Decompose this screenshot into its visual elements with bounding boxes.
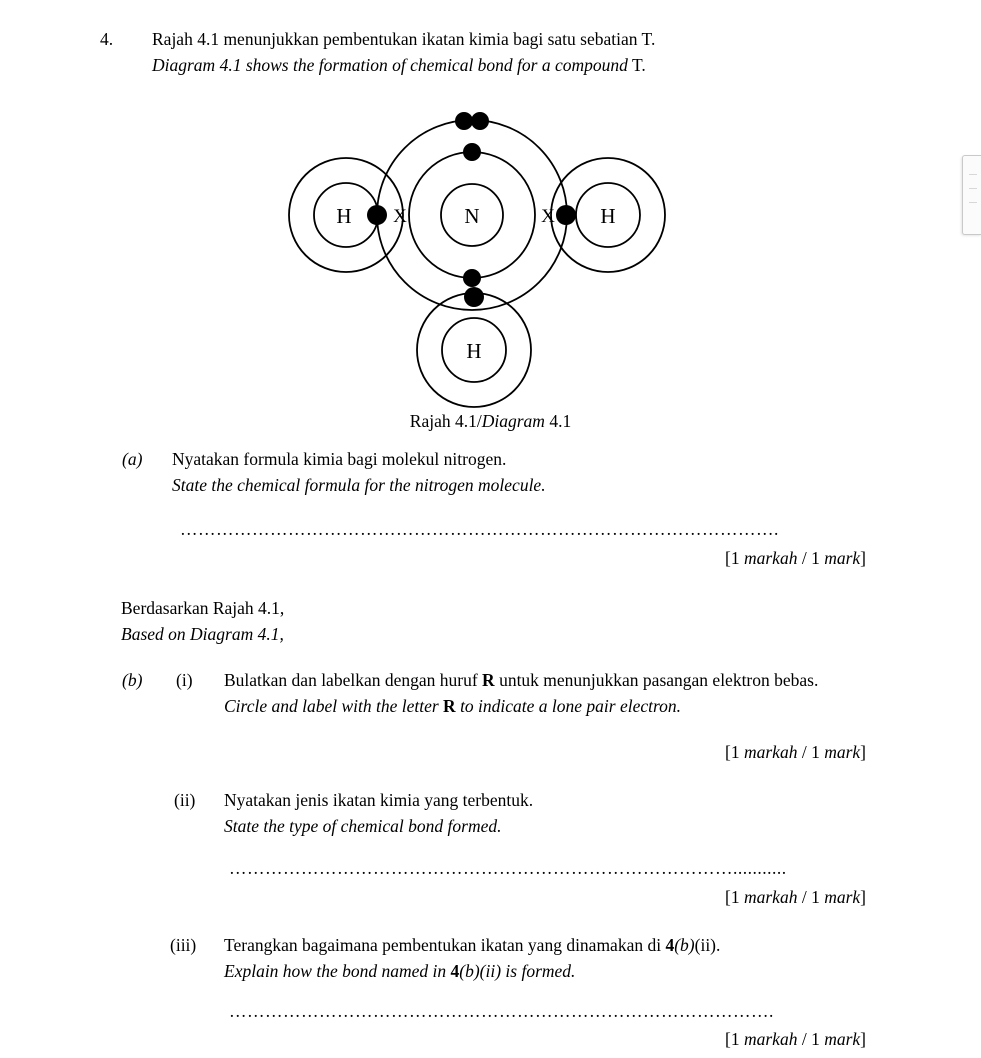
marks-prefix: [1 bbox=[725, 887, 744, 907]
marks-mark: mark bbox=[824, 887, 861, 907]
edge-widget-tick bbox=[969, 202, 977, 203]
question-stem-english-italic: Diagram 4.1 shows the formation of chemical bond for a compound bbox=[152, 55, 628, 75]
diagram-caption-number: 4.1 bbox=[544, 411, 572, 431]
part-b-i-english-post: to indicate a lone pair electron. bbox=[455, 696, 682, 716]
part-a-answer-line[interactable]: ………………………………………………………………………………………. bbox=[180, 519, 779, 539]
cross-label-left: X bbox=[393, 206, 407, 227]
part-a-malay: Nyatakan formula kimia bagi molekul nitrogen. bbox=[172, 449, 507, 469]
part-b-ii-answer-line[interactable]: …………………………………………………………………………........... bbox=[229, 858, 787, 878]
part-b-iii-label: (iii) bbox=[170, 935, 197, 955]
part-b-ii-malay: Nyatakan jenis ikatan kimia yang terbentuk. bbox=[224, 790, 534, 810]
part-b-ii-label: (ii) bbox=[174, 790, 196, 810]
part-b-i-english-bold: R bbox=[443, 696, 456, 716]
part-b-iii-english-ref-tail: (ii) is formed. bbox=[479, 961, 576, 981]
part-b-ii-marks bbox=[400, 884, 866, 910]
marks-prefix: [1 bbox=[725, 548, 744, 568]
part-b-iii-marks bbox=[400, 1026, 866, 1052]
question-stem-malay: Rajah 4.1 menunjukkan pembentukan ikatan kimia bagi satu sebatian T. bbox=[152, 29, 656, 49]
part-b-label-text: (b) bbox=[122, 670, 143, 690]
part-b-iii-malay-ref-bold: 4 bbox=[665, 935, 675, 955]
question-stem bbox=[152, 26, 892, 78]
part-b-i-body bbox=[224, 667, 842, 719]
part-b-i-malay-bold: R bbox=[482, 670, 495, 690]
question-stem-english bbox=[152, 52, 892, 78]
marks-mark: mark bbox=[824, 548, 861, 568]
scroll-edge-widget[interactable] bbox=[962, 155, 981, 235]
part-b-i-label: (i) bbox=[176, 670, 193, 690]
question-stem-english-tail: T. bbox=[627, 55, 646, 75]
marks-suffix: ] bbox=[860, 887, 866, 907]
lone-pair-dot-right bbox=[471, 112, 489, 130]
marks-prefix: [1 bbox=[725, 742, 744, 762]
part-a-label bbox=[122, 446, 142, 472]
diagram-caption-malay: Rajah 4.1/ bbox=[409, 411, 482, 431]
atom-label-n: N bbox=[464, 204, 480, 228]
part-b-i-english-pre: Circle and label with the letter bbox=[224, 696, 444, 716]
marks-suffix: ] bbox=[860, 742, 866, 762]
part-b-i-malay-pre: Bulatkan dan labelkan dengan huruf bbox=[224, 670, 483, 690]
part-b-i-malay-post: untuk menunjukkan pasangan elektron bebas. bbox=[494, 670, 819, 690]
part-b-ii-english: State the type of chemical bond formed. bbox=[224, 816, 502, 836]
part-b-iii-english bbox=[224, 958, 884, 984]
cross-label-right: X bbox=[541, 206, 555, 227]
part-b-iii-malay-pre: Terangkan bagaimana pembentukan ikatan yang dinamakan di bbox=[224, 935, 666, 955]
marks-markah: markah bbox=[743, 1029, 798, 1049]
part-b-iii-malay-ref-tail: (ii). bbox=[694, 935, 721, 955]
part-b-ii-body bbox=[224, 787, 864, 839]
part-b-iii-malay-ref-italic: (b) bbox=[674, 935, 695, 955]
atom-label-h-bottom: H bbox=[466, 339, 482, 363]
part-b-i-malay bbox=[224, 667, 842, 693]
marks-suffix: ] bbox=[860, 548, 866, 568]
n-shell-dot-bottom bbox=[463, 269, 481, 287]
marks-markah: markah bbox=[743, 742, 798, 762]
part-b-iii-english-ref-bold: 4 bbox=[450, 961, 460, 981]
marks-separator: / 1 bbox=[797, 742, 825, 762]
diagram-caption-english: Diagram bbox=[481, 411, 545, 431]
lone-pair-electrons bbox=[455, 112, 489, 130]
bond-dot-right bbox=[556, 205, 576, 225]
part-a-english: State the chemical formula for the nitrogen molecule. bbox=[172, 475, 546, 495]
bond-dot-left bbox=[367, 205, 387, 225]
edge-widget-tick bbox=[969, 174, 977, 175]
atom-label-h-right: H bbox=[600, 204, 616, 228]
part-b-i-english bbox=[224, 693, 842, 719]
part-b-iii-answer-line[interactable]: ………………………………………………………………………………. bbox=[229, 1001, 774, 1021]
part-b-iii-body bbox=[224, 932, 884, 984]
marks-markah: markah bbox=[743, 887, 798, 907]
based-on-malay: Berdasarkan Rajah 4.1, bbox=[121, 598, 285, 618]
marks-separator: / 1 bbox=[797, 548, 825, 568]
marks-markah: markah bbox=[743, 548, 798, 568]
part-a-marks bbox=[400, 545, 866, 571]
part-b-label bbox=[122, 667, 142, 693]
lone-pair-dot-left bbox=[455, 112, 473, 130]
diagram-caption bbox=[0, 408, 981, 434]
marks-mark: mark bbox=[824, 1029, 861, 1049]
atom-label-h-left: H bbox=[336, 204, 352, 228]
chemical-bond-diagram bbox=[278, 105, 682, 410]
question-number: 4. bbox=[100, 29, 114, 49]
based-on-block bbox=[121, 595, 621, 647]
edge-widget-tick bbox=[969, 188, 977, 189]
cross-label-bottom: X bbox=[468, 287, 480, 304]
part-b-i-marks bbox=[400, 739, 866, 765]
marks-suffix: ] bbox=[860, 1029, 866, 1049]
part-a-body bbox=[172, 446, 872, 498]
n-shell-dot-top bbox=[463, 143, 481, 161]
marks-separator: / 1 bbox=[797, 887, 825, 907]
marks-prefix: [1 bbox=[725, 1029, 744, 1049]
part-a-label-text: (a) bbox=[122, 449, 143, 469]
marks-separator: / 1 bbox=[797, 1029, 825, 1049]
part-b-iii-english-pre: Explain how the bond named in bbox=[224, 961, 451, 981]
marks-mark: mark bbox=[824, 742, 861, 762]
based-on-english: Based on Diagram 4.1, bbox=[121, 624, 284, 644]
part-b-iii-english-ref-italic: (b) bbox=[459, 961, 480, 981]
part-b-iii-malay bbox=[224, 932, 884, 958]
